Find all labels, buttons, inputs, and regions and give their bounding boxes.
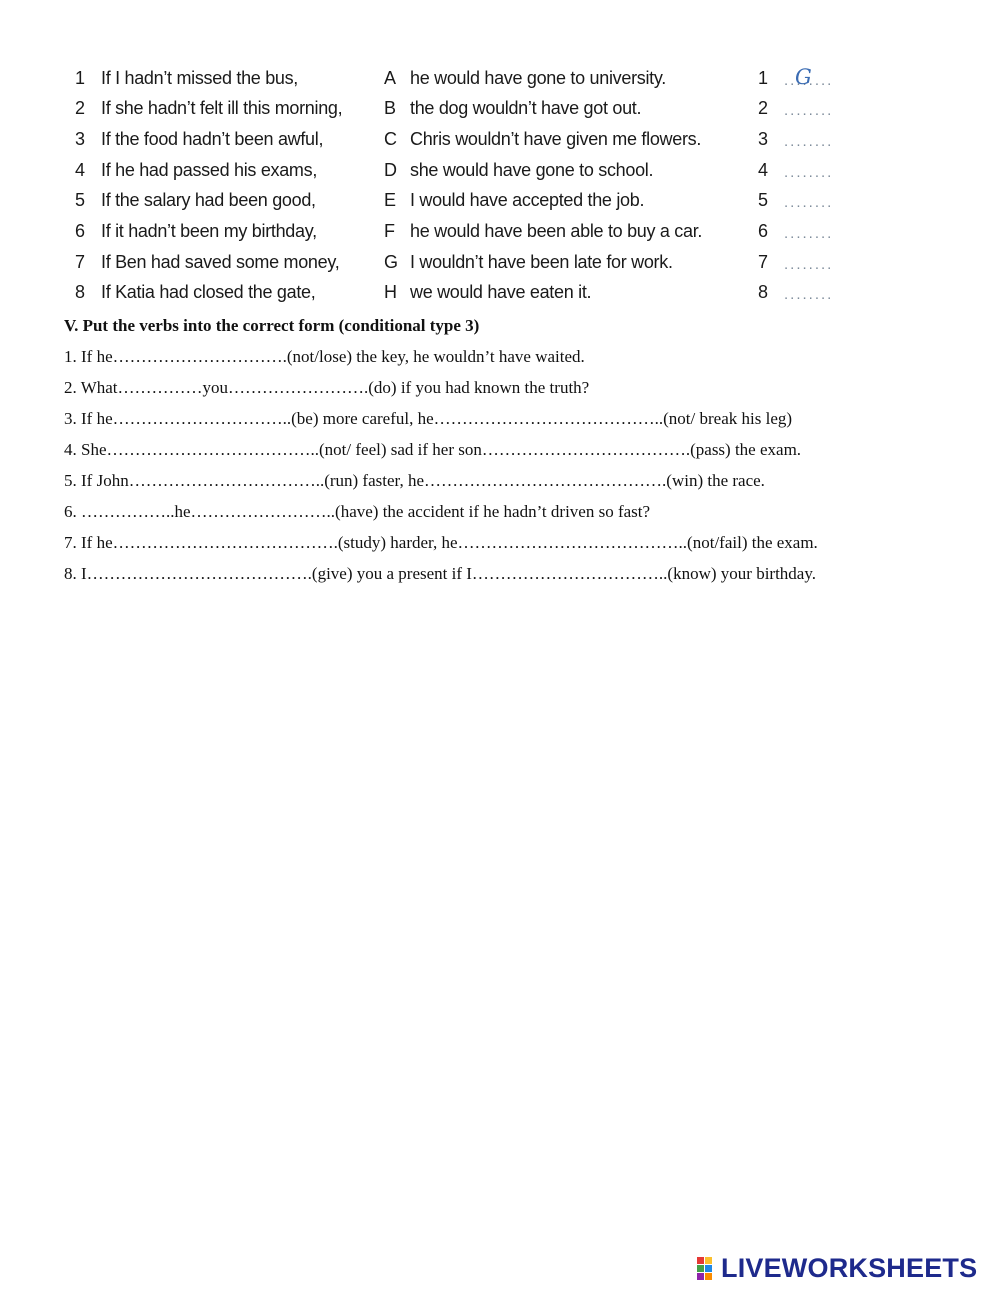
result-letter: B <box>384 98 396 118</box>
answer-input-3[interactable] <box>795 127 855 149</box>
answer-number: 1 <box>758 68 768 88</box>
condition-text: If the food hadn’t been awful, <box>101 129 324 149</box>
result-letter: A <box>384 68 396 88</box>
matching-exercise <box>0 0 1000 320</box>
logo-square <box>697 1265 704 1272</box>
answer-number: 2 <box>758 98 768 118</box>
answer-dots: ........ <box>784 194 834 211</box>
result-letter: F <box>384 221 395 241</box>
exercise-line: 4. She………………………………..(not/ feel) sad if her son……………………………….(pass) the exam. <box>64 440 802 459</box>
logo-text: LIVEWORKSHEETS <box>721 1253 978 1283</box>
condition-text: If the salary had been good, <box>101 190 316 210</box>
answer-dots: ........ <box>784 102 834 119</box>
answer-number: 8 <box>758 282 768 302</box>
condition-number: 6 <box>75 221 85 241</box>
section-v-title: V. Put the verbs into the correct form (conditional type 3) <box>64 316 480 335</box>
condition-text: If she hadn’t felt ill this morning, <box>101 98 343 118</box>
match-row <box>0 252 1000 282</box>
answer-dots: ........ <box>784 225 834 242</box>
result-text: the dog wouldn’t have got out. <box>410 98 642 118</box>
condition-number: 3 <box>75 129 85 149</box>
match-row <box>0 68 1000 98</box>
answer-dots: ........ <box>784 256 834 273</box>
condition-text: If I hadn’t missed the bus, <box>101 68 299 88</box>
exercise-line: 1. If he………………………….(not/lose) the key, he wouldn’t have waited. <box>64 347 585 366</box>
result-text: she would have gone to school. <box>410 160 654 180</box>
exercise-line: 3. If he…………………………..(be) more careful, he…………………………………..(not/ break his leg) <box>64 409 793 428</box>
match-row <box>0 190 1000 220</box>
result-letter: C <box>384 129 397 149</box>
logo-square <box>705 1265 712 1272</box>
condition-number: 4 <box>75 160 85 180</box>
match-row <box>0 221 1000 251</box>
match-row <box>0 129 1000 159</box>
result-letter: E <box>384 190 396 210</box>
logo-square <box>697 1273 704 1280</box>
answer-dots: ........ <box>784 72 834 89</box>
answer-dots: ........ <box>784 133 834 150</box>
exercise-line: 7. If he………………………………….(study) harder, he…………………………………..(not/fail) the exam. <box>64 533 818 552</box>
answer-number: 5 <box>758 190 768 210</box>
answer-input-7[interactable] <box>795 250 855 272</box>
condition-text: If it hadn’t been my birthday, <box>101 221 317 241</box>
liveworksheets-logo <box>697 1255 997 1287</box>
answer-number: 4 <box>758 160 768 180</box>
exercise-line: 2. What……………you…………………….(do) if you had known the truth? <box>64 378 590 397</box>
result-letter: D <box>384 160 397 180</box>
exercise-line: 5. If John……………………………..(run) faster, he…………………………………….(win) the race. <box>64 471 765 490</box>
condition-number: 2 <box>75 98 85 118</box>
result-letter: H <box>384 282 397 302</box>
answer-dots: ........ <box>784 164 834 181</box>
answer-input-8[interactable] <box>795 280 855 302</box>
logo-square <box>705 1273 712 1280</box>
result-text: he would have gone to university. <box>410 68 666 88</box>
condition-text: If Ben had saved some money, <box>101 252 340 272</box>
result-text: I would have accepted the job. <box>410 190 645 210</box>
answer-dots: ........ <box>784 286 834 303</box>
condition-number: 8 <box>75 282 85 302</box>
condition-number: 7 <box>75 252 85 272</box>
logo-square <box>697 1257 704 1264</box>
exercise-line: 6. ……………..he……………………..(have) the accident if he hadn’t driven so fast? <box>64 502 651 521</box>
condition-text: If he had passed his exams, <box>101 160 318 180</box>
condition-number: 1 <box>75 68 85 88</box>
answer-input-2[interactable] <box>795 96 855 118</box>
match-row <box>0 282 1000 312</box>
answer-input-4[interactable] <box>795 158 855 180</box>
result-text: I wouldn’t have been late for work. <box>410 252 673 272</box>
answer-input-5[interactable] <box>795 188 855 210</box>
logo-square <box>705 1257 712 1264</box>
answer-input-6[interactable] <box>795 219 855 241</box>
condition-number: 5 <box>75 190 85 210</box>
result-text: he would have been able to buy a car. <box>410 221 703 241</box>
exercise-line: 8. I………………………………….(give) you a present if I……………………………..(know) your birthday. <box>64 564 816 583</box>
answer-number: 7 <box>758 252 768 272</box>
result-letter: G <box>384 252 398 272</box>
answer-number: 6 <box>758 221 768 241</box>
condition-text: If Katia had closed the gate, <box>101 282 316 302</box>
match-row <box>0 160 1000 190</box>
answer-input-1[interactable] <box>795 66 855 88</box>
result-text: Chris wouldn’t have given me flowers. <box>410 129 702 149</box>
answer-number: 3 <box>758 129 768 149</box>
result-text: we would have eaten it. <box>410 282 592 302</box>
match-row <box>0 98 1000 128</box>
